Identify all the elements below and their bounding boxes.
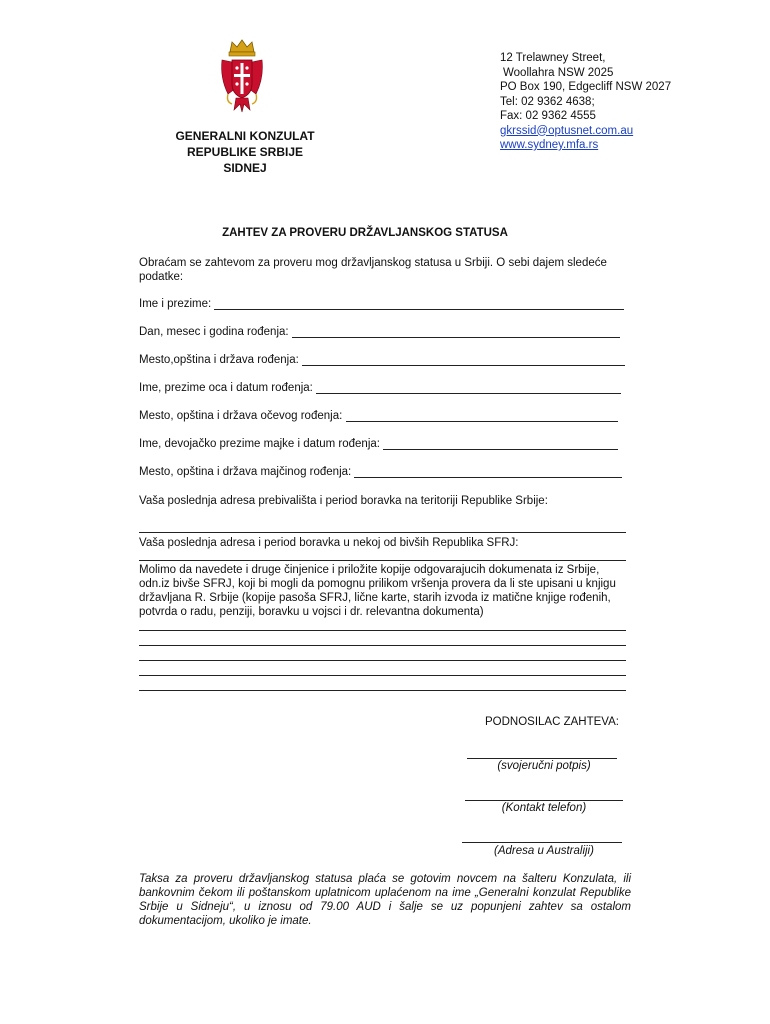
address-line-1: 12 Trelawney Street, bbox=[500, 52, 606, 64]
field-mother-birthplace bbox=[139, 466, 622, 478]
field-birthdate-input[interactable] bbox=[292, 326, 620, 338]
intro-text: Obraćam se zahtevom za proveru mog državljanskog statusa u Srbiji. O sebi dajem sledeće podatke: bbox=[139, 257, 607, 283]
documents-request-text: Molimo da navedete i druge činjenice i priložite kopije odgovarajucih dokumenata iz Srbije, odn.iz bivše SFRJ, koji bi mogli da pomognu prilikom vršenja provera da li ste upisani u knjigu državljana R. Srbije (kopije pasoša SFRJ, lične karte, starih izvoda iz matične knjige rođenih, potvrda o radu, penziji, boravku u vojsci i dr. relevantna dokumenta) bbox=[139, 564, 616, 618]
serbian-coat-of-arms-icon bbox=[218, 38, 266, 114]
last-address-sfrj-label: Vaša poslednja adresa i period boravka u nekoj od bivših Republika SFRJ: bbox=[139, 537, 519, 549]
field-label: Ime i prezime: bbox=[139, 298, 212, 310]
email-link[interactable]: gkrssid@optusnet.com.au bbox=[500, 124, 634, 137]
field-father-birthplace bbox=[139, 410, 618, 422]
field-father bbox=[139, 382, 621, 394]
consulate-line-1: GENERALNI KONZULAT bbox=[175, 129, 315, 143]
form-title: ZAHTEV ZA PROVERU DRŽAVLJANSKOG STATUSA bbox=[222, 227, 508, 239]
field-birthplace-input[interactable] bbox=[302, 354, 625, 366]
australian-address-caption: (Adresa u Australiji) bbox=[494, 845, 594, 857]
last-address-serbia-input[interactable] bbox=[139, 532, 626, 533]
signature-caption: (svojeručni potpis) bbox=[497, 760, 591, 772]
field-birthplace bbox=[139, 354, 625, 366]
consulate-address bbox=[500, 51, 671, 153]
last-address-serbia-label: Vaša poslednja adresa prebivališta i period boravka na teritoriji Republike Srbije: bbox=[139, 495, 548, 507]
field-label: Ime, prezime oca i datum rođenja: bbox=[139, 382, 313, 394]
address-tel: Tel: 02 9362 4638; bbox=[500, 95, 595, 108]
address-line-3: PO Box 190, Edgecliff NSW 2027 bbox=[500, 81, 672, 93]
field-father-input[interactable] bbox=[316, 382, 621, 394]
documents-input-line[interactable] bbox=[139, 660, 626, 661]
consulate-name bbox=[150, 128, 340, 176]
signature-input[interactable] bbox=[467, 758, 617, 759]
field-label: Mesto, opština i država očevog rođenja: bbox=[139, 410, 343, 422]
documents-input-line[interactable] bbox=[139, 690, 626, 691]
documents-input-line[interactable] bbox=[139, 645, 626, 646]
fee-note: Taksa za proveru državljanskog statusa plaća se gotovim novcem na šalteru Konzulata, ili bankovnim čekom ili poštanskom uplatnicom uplaćenom na ime „Generalni konzulat Republike Srbije u Sidneju“, u iznosu od 79.00 AUD i šalje se uz popunjeni zahtev sa ostalom dokumentacijom, ukoliko je imate. bbox=[139, 873, 631, 927]
field-mother bbox=[139, 438, 618, 450]
australian-address-input[interactable] bbox=[462, 842, 622, 843]
applicant-heading: PODNOSILAC ZAHTEVA: bbox=[485, 716, 619, 728]
documents-input-line[interactable] bbox=[139, 630, 626, 631]
field-label: Mesto, opština i država majčinog rođenja: bbox=[139, 466, 352, 478]
field-mother-input[interactable] bbox=[383, 438, 618, 450]
website-link[interactable]: www.sydney.mfa.rs bbox=[500, 139, 599, 151]
field-label: Dan, mesec i godina rođenja: bbox=[139, 326, 289, 338]
field-name bbox=[139, 298, 624, 310]
field-name-input[interactable] bbox=[214, 298, 624, 310]
last-address-sfrj-input[interactable] bbox=[139, 560, 626, 561]
phone-caption: (Kontakt telefon) bbox=[501, 802, 587, 814]
consulate-line-3: SIDNEJ bbox=[223, 161, 267, 175]
address-fax: Fax: 02 9362 4555 bbox=[500, 110, 596, 122]
field-label: Ime, devojačko prezime majke i datum rođenja: bbox=[139, 438, 380, 450]
field-birthdate bbox=[139, 326, 620, 338]
field-label: Mesto,opština i država rođenja: bbox=[139, 354, 299, 366]
field-father-birthplace-input[interactable] bbox=[346, 410, 618, 422]
consulate-line-2: REPUBLIKE SRBIJE bbox=[186, 145, 304, 159]
field-mother-birthplace-input[interactable] bbox=[354, 466, 622, 478]
phone-input[interactable] bbox=[465, 800, 623, 801]
address-line-2: Woollahra NSW 2025 bbox=[503, 66, 614, 79]
documents-input-line[interactable] bbox=[139, 675, 626, 676]
